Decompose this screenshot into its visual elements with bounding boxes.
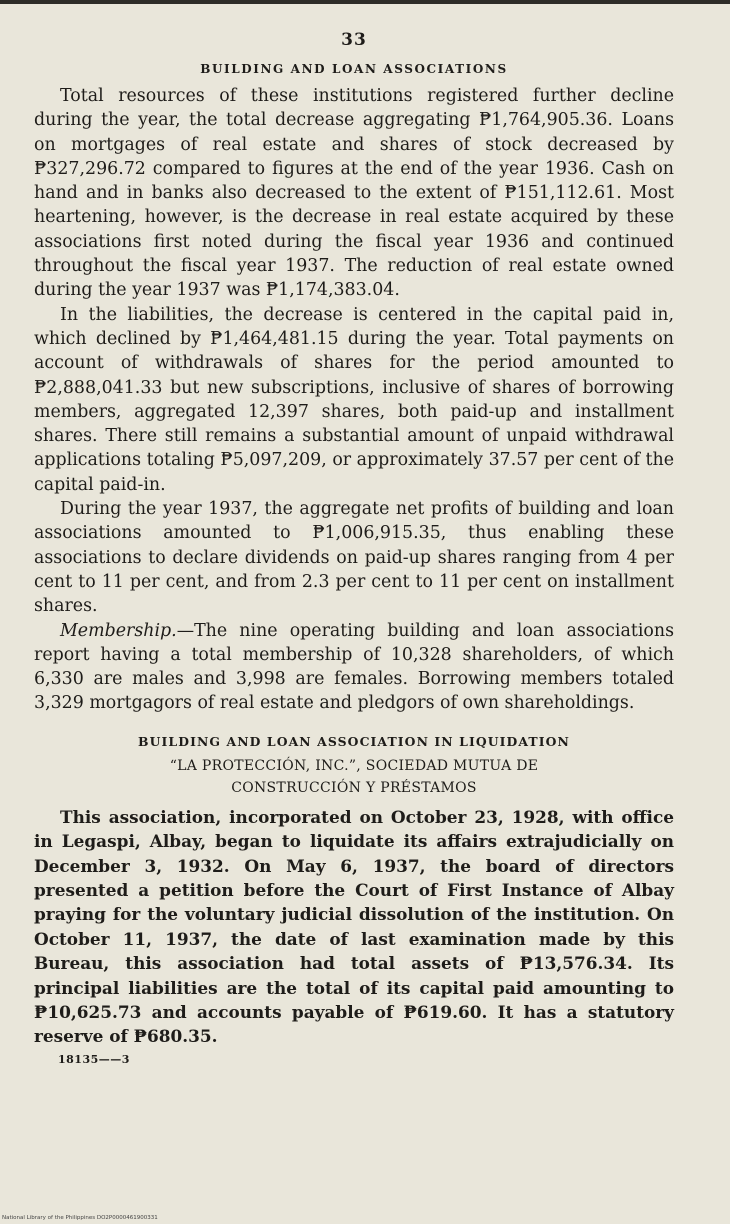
paragraph-membership (34, 619, 674, 716)
section-heading: BUILDING AND LOAN ASSOCIATIONS (200, 62, 508, 76)
liquidation-association-name (34, 755, 674, 799)
paragraph-profits: During the year 1937, the aggregate net profits of building and loan associations amounted to ₱1,006,915.35, thus enabling these associations to declare dividends on paid-up shares ranging from 4 per cent to 11 per cent, and from 2.3 per cent to 11 per cent on installment shares. (34, 499, 674, 617)
scan-footer: National Library of the Philippines DO2P0000461900331 (2, 1215, 158, 1221)
association-name-line1: “LA PROTECCIÓN, INC.”, SOCIEDAD MUTUA DE (169, 757, 539, 774)
association-name-line2: CONSTRUCCIÓN Y PRÉSTAMOS (231, 779, 477, 796)
paragraph-resources: Total resources of these institutions registered further decline during the year, the total decrease aggregating ₱1,764,905.36. Loans on mortgages of real estate and shares of stock decreased by ₱327,296.72 compared to figures at the end of the year 1936. Cash on hand and in banks also decreased to the extent of ₱151,112.61. Most heartening, however, is the decrease in real estate acquired by these associations first noted during the fiscal year 1936 and continued throughout the fiscal year 1937. The reduction of real estate owned during the year 1937 was ₱1,174,383.04. (34, 86, 674, 301)
membership-text: —The nine operating building and loan associations report having a total membership of 10,328 shareholders, of which 6,330 are males and 3,998 are females. Borrowing members totaled 3,329 mortgagors of real estate and pledgors of own shareholdings. (34, 620, 674, 714)
paragraph-liabilities: In the liabilities, the decrease is centered in the capital paid in, which declined by ₱1,464,481.15 during the year. Total payments on account of withdrawals of shares for the period amounted to ₱2,888,041.33 but new subscriptions, inclusive of shares of borrowing members, aggregated 12,397 shares, both paid-up and installment shares. There still remains a substantial amount of unpaid withdrawal applications totaling ₱5,097,209, or approximately 37.57 per cent of the capital paid-in. (34, 304, 674, 495)
top-border (0, 0, 730, 4)
signature-mark: 18135——3 (58, 1052, 130, 1066)
page-number: 33 (341, 30, 367, 50)
paragraph-liquidation: This association, incorporated on October 23, 1928, with office in Legaspi, Albay, began to liquidate its affairs extrajudicially on December 3, 1932. On May 6, 1937, the board of directors presented a petition before the Court of First Instance of Albay praying for the voluntary judicial dissolution of the institution. On October 11, 1937, the date of last examination made by this Bureau, this association had total assets of ₱13,576.34. Its principal liabilities are the total of its capital paid amounting to ₱10,625.73 and accounts payable of ₱619.60. It has a statutory reserve of ₱680.35. (34, 806, 674, 1047)
membership-heading: Membership. (60, 620, 177, 641)
liquidation-heading: BUILDING AND LOAN ASSOCIATION IN LIQUIDATION (138, 733, 570, 749)
document-page (34, 30, 674, 1066)
